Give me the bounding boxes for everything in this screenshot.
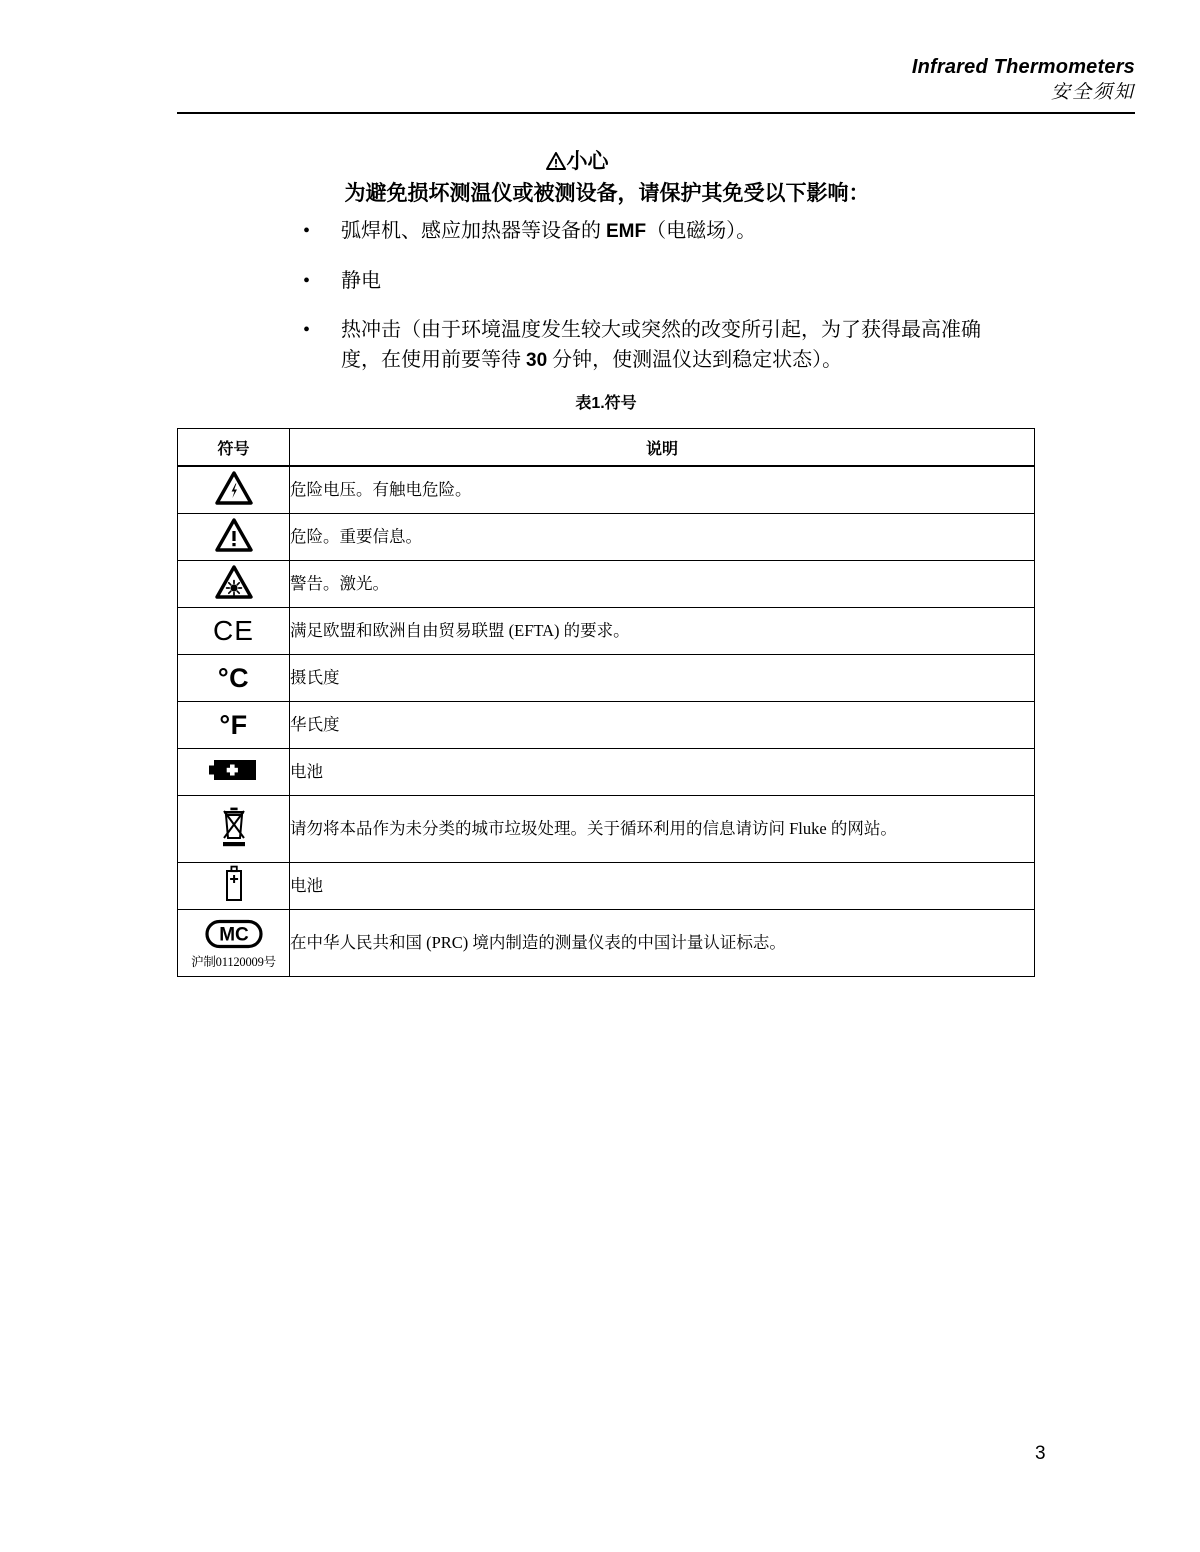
table-row xyxy=(178,863,1035,910)
ce-mark-icon: CE xyxy=(213,615,254,646)
page-header xyxy=(177,55,1135,106)
description-cell: 危险电压。有触电危险。 xyxy=(290,466,1035,514)
weee-crossed-out-bin-icon xyxy=(217,836,251,853)
degrees-celsius-icon: °C xyxy=(217,663,250,693)
svg-text:MC: MC xyxy=(218,924,249,946)
table-row xyxy=(178,561,1035,608)
symbol-cell xyxy=(178,561,290,608)
description-cell: 电池 xyxy=(290,863,1035,910)
symbol-cell xyxy=(178,749,290,796)
table-row xyxy=(178,910,1035,977)
bullet-marker: • xyxy=(303,220,311,242)
warning-exclamation-triangle-icon xyxy=(215,539,253,556)
mc-mark-label: 沪制01120009号 xyxy=(191,954,276,969)
caution-intro-text: 为避免损坏测温仪或被测设备，请保护其免受以下影响： xyxy=(344,181,870,205)
description-cell: 电池 xyxy=(290,749,1035,796)
description-cell: 在中华人民共和国 (PRC) 境内制造的测量仪表的中国计量认证标志。 xyxy=(290,910,1035,977)
column-header-description: 说明 xyxy=(290,429,1035,467)
degrees-fahrenheit-icon: °F xyxy=(219,710,248,740)
table-row xyxy=(178,608,1035,655)
caution-bullet-list xyxy=(295,216,985,376)
header-title: Infrared Thermometers xyxy=(911,56,1135,78)
china-metrology-mc-mark-icon xyxy=(178,915,289,972)
table-row xyxy=(178,749,1035,796)
laser-warning-triangle-icon xyxy=(215,586,253,603)
symbol-cell xyxy=(178,910,290,977)
caution-heading-text: 小心 xyxy=(566,149,609,173)
list-item xyxy=(295,315,985,376)
list-item xyxy=(295,216,985,247)
table-row xyxy=(178,655,1035,702)
symbol-cell xyxy=(178,863,290,910)
bullet-text-2: 热冲击（由于环境温度发生较大或突然的改变所引起，为了获得最高准确度，在使用前要等待 30 分钟，使测温仪达到稳定状态）。 xyxy=(341,319,981,371)
table-row xyxy=(178,514,1035,561)
column-header-symbol: 符号 xyxy=(178,429,290,467)
description-cell: 满足欧盟和欧洲自由贸易联盟 (EFTA) 的要求。 xyxy=(290,608,1035,655)
description-cell: 华氏度 xyxy=(290,702,1035,749)
bullet-text-1: 静电 xyxy=(341,270,381,292)
table-caption: 表1.符号 xyxy=(575,395,637,412)
description-cell: 危险。重要信息。 xyxy=(290,514,1035,561)
table-row xyxy=(178,702,1035,749)
page-number: 3 xyxy=(1035,1443,1046,1464)
list-item xyxy=(295,266,985,296)
bullet-marker: • xyxy=(303,270,311,292)
symbol-cell xyxy=(178,796,290,863)
hazardous-voltage-triangle-icon xyxy=(215,492,253,509)
bullet-text-0: 弧焊机、感应加热器等设备的 EMF（电磁场）。 xyxy=(341,220,757,242)
symbol-cell xyxy=(178,702,290,749)
battery-cell-outline-icon xyxy=(223,890,245,907)
table-row xyxy=(178,466,1035,514)
bullet-marker: • xyxy=(303,319,311,341)
battery-filled-icon xyxy=(208,770,260,787)
description-cell: 警告。激光。 xyxy=(290,561,1035,608)
warning-triangle-icon xyxy=(546,150,566,176)
caution-heading xyxy=(177,148,977,176)
table-row xyxy=(178,796,1035,863)
header-subtitle: 安全须知 xyxy=(1050,82,1135,103)
symbol-cell xyxy=(178,655,290,702)
description-cell: 摄氏度 xyxy=(290,655,1035,702)
symbols-table xyxy=(177,428,1035,977)
symbol-cell xyxy=(178,608,290,655)
symbol-cell xyxy=(178,466,290,514)
header-divider xyxy=(177,112,1135,114)
symbol-cell xyxy=(178,514,290,561)
description-cell: 请勿将本品作为未分类的城市垃圾处理。关于循环利用的信息请访问 Fluke 的网站。 xyxy=(290,796,1035,863)
table-header-row xyxy=(178,429,1035,467)
